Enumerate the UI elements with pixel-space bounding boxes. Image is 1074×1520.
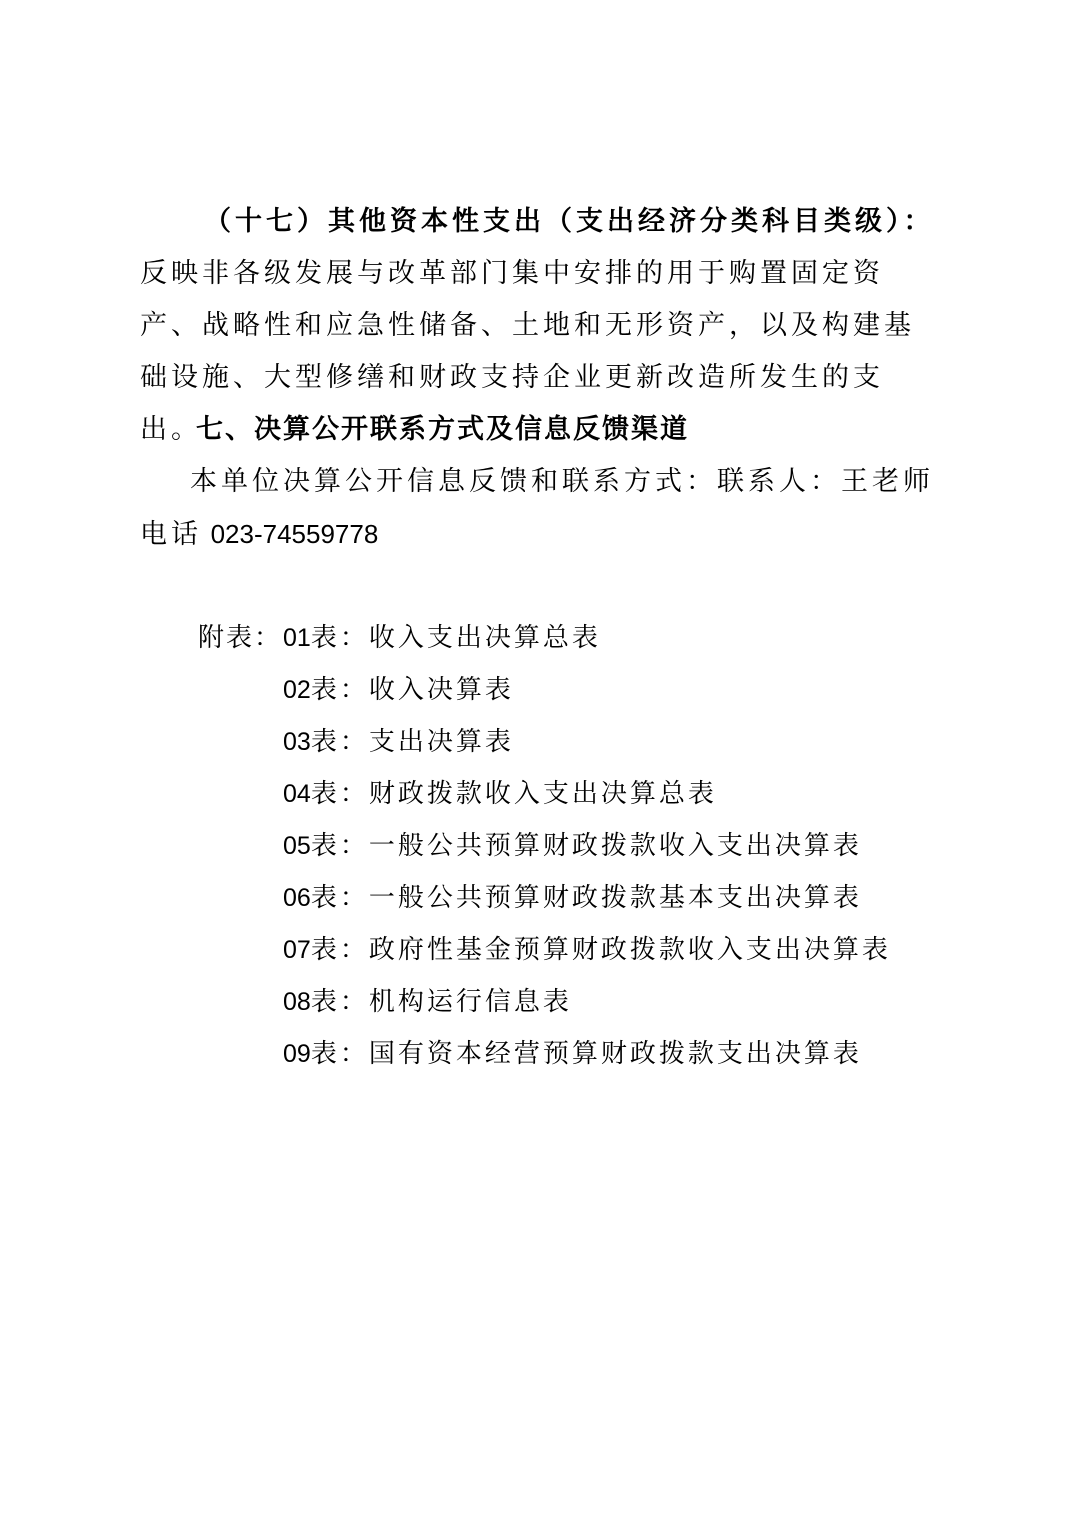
attachment-item (283, 664, 891, 716)
attachment-code: 08 (283, 988, 311, 1016)
attachment-item (283, 768, 891, 820)
attachment-title: 表：机构运行信息表 (310, 987, 572, 1017)
attachments-label: 附表： (198, 623, 283, 653)
attachment-item (283, 872, 891, 924)
phone-label: 电话 (140, 519, 202, 550)
attachment-title: 表：国有资本经营预算财政拨款支出决算表 (310, 1039, 862, 1069)
section-17-body: 反映非各级发展与改革部门集中安排的用于购置固定资产、战略性和应急性储备、土地和无形资产，以及构建基础设施、大型修缮和财政支持企业更新改造所发生的支出。 (140, 258, 915, 445)
attachment-item (283, 820, 891, 872)
attachment-title: 表：收入决算表 (310, 675, 514, 705)
attachment-title: 表：一般公共预算财政拨款收入支出决算表 (310, 831, 862, 861)
attachment-code: 07 (283, 936, 311, 964)
attachment-code: 09 (283, 1040, 311, 1068)
attachment-code: 03 (283, 728, 311, 756)
section-17-heading: （十七）其他资本性支出（支出经济分类科目类级） (204, 206, 904, 237)
section-7-heading: 七、决算公开联系方式及信息反馈渠道 (196, 414, 689, 445)
attachment-item (283, 1028, 891, 1080)
attachment-title: 表：支出决算表 (310, 727, 514, 757)
attachment-code: 02 (283, 676, 311, 704)
attachment-item (283, 976, 891, 1028)
attachment-code: 05 (283, 832, 311, 860)
attachment-title: 表：收入支出决算总表 (310, 623, 601, 653)
attachment-item (283, 924, 891, 976)
phone-number: 023-74559778 (210, 519, 379, 549)
attachment-item (283, 716, 891, 768)
attachment-code: 06 (283, 884, 311, 912)
attachment-item (283, 612, 891, 664)
section-17-separator: ： (903, 206, 935, 237)
phone-line (140, 508, 378, 561)
attachments-list (283, 612, 891, 1080)
contact-info: 本单位决算公开信息反馈和联系方式：联系人：王老师 (190, 466, 934, 497)
attachment-code: 01 (283, 624, 311, 652)
attachment-title: 表：财政拨款收入支出决算总表 (310, 779, 717, 809)
attachment-code: 04 (283, 780, 311, 808)
attachment-title: 表：政府性基金预算财政拨款收入支出决算表 (310, 935, 891, 965)
attachment-title: 表：一般公共预算财政拨款基本支出决算表 (310, 883, 862, 913)
